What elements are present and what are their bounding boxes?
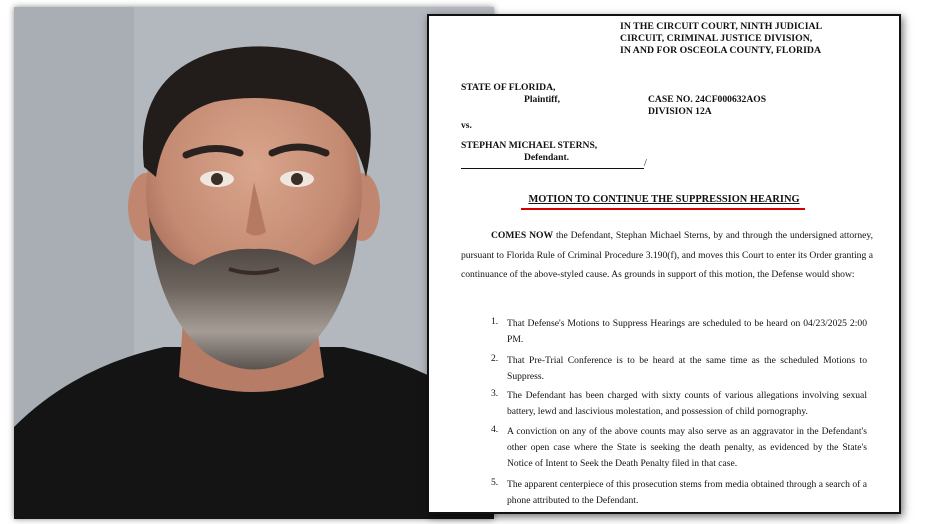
versus-label: vs. (461, 120, 472, 131)
list-item-number: 2. (491, 353, 499, 364)
mugshot-photo (14, 7, 494, 519)
intro-body: the Defendant, Stephan Michael Sterns, by and through the undersigned attorney, pursuant to Florida Rule of Criminal Procedure 3.190(f), and moves this Court to enter its Order granting a continuance of the above-styled cause. As grounds in support of this motion, the Defense would show: (461, 230, 873, 280)
list-item-number: 4. (491, 424, 499, 435)
plaintiff-role: Plaintiff, (524, 94, 560, 105)
division: DIVISION 12A (648, 106, 712, 117)
list-item-number: 3. (491, 388, 499, 399)
defendant-name: STEPHAN MICHAEL STERNS, (461, 140, 598, 151)
caption-rule (461, 168, 644, 169)
caption-slash: / (644, 158, 647, 169)
mugshot-illustration (14, 7, 494, 519)
title-red-underline (521, 208, 805, 210)
case-number: CASE NO. 24CF000632AOS (648, 94, 767, 105)
intro-paragraph (461, 226, 873, 285)
court-document (427, 14, 901, 514)
plaintiff-name: STATE OF FLORIDA, (461, 82, 556, 93)
list-item-number: 1. (491, 316, 499, 327)
list-item-text: The apparent centerpiece of this prosecution stems from media obtained through a search of a phone attributed to the Defendant. (507, 479, 867, 506)
list-item-text: That Pre-Trial Conference is to be heard at the same time as the scheduled Motions to Suppress. (507, 355, 867, 382)
intro-lead: COMES NOW (491, 230, 554, 241)
list-item-text: The Defendant has been charged with sixty counts of various allegations involving sexual battery, lewd and lascivious molestation, and possession of child pornography. (507, 390, 867, 417)
list-item-number: 5. (491, 477, 499, 488)
list-item-text: A conviction on any of the above counts may also serve as an aggravator in the Defendant's other open case where the State is seeking the death penalty, as evidenced by the State's Notice of Intent to Seek the Death Penalty filed in that case. (507, 426, 867, 469)
list-item-text: That Defense's Motions to Suppress Hearings are scheduled to be heard on 04/23/2025 2:00 PM. (507, 318, 867, 345)
motion-title: MOTION TO CONTINUE THE SUPPRESSION HEARING (528, 194, 800, 205)
defendant-role: Defendant. (524, 152, 570, 163)
court-heading: IN THE CIRCUIT COURT, NINTH JUDICIAL CIRCUIT, CRIMINAL JUSTICE DIVISION, IN AND FOR OSCEOLA COUNTY, FLORIDA (620, 21, 823, 57)
